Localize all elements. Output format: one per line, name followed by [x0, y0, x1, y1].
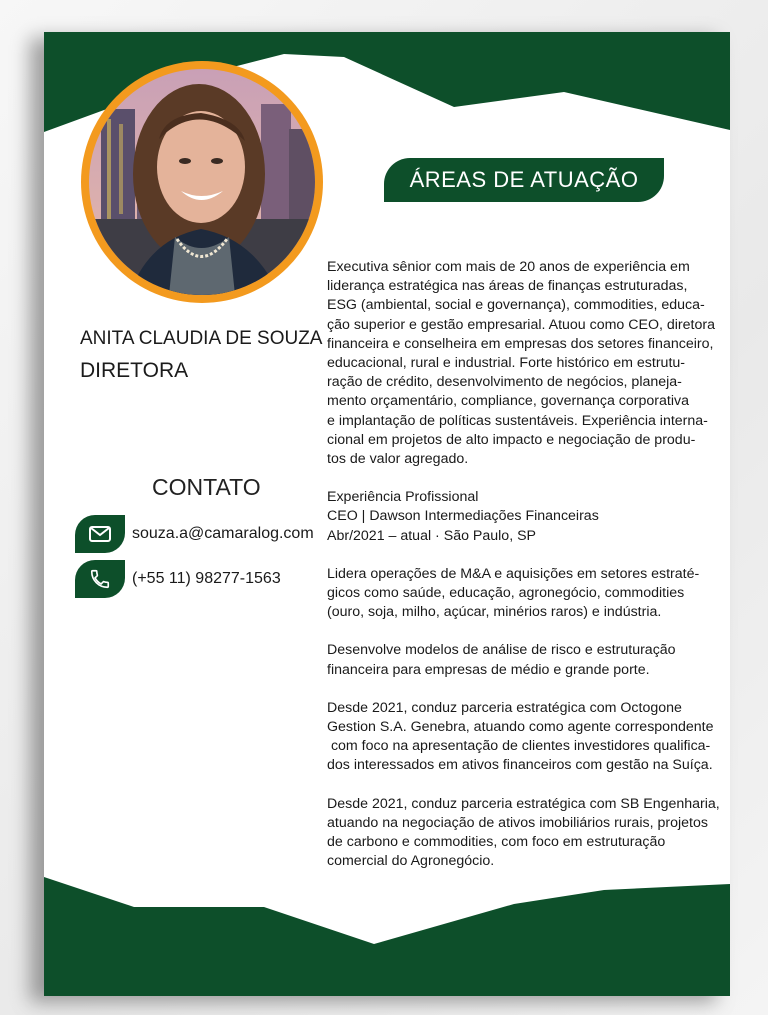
- resume-sheet: [44, 32, 730, 996]
- paragraph-line: Desde 2021, conduz parceria estratégica com SB Engenharia,: [327, 795, 720, 812]
- email-row: [75, 514, 314, 554]
- paragraph-line: comercial do Agronegócio.: [327, 853, 495, 870]
- summary-line: educacional, rural e industrial. Forte histórico em estrutu-: [327, 355, 685, 372]
- paragraph-line: financeira para empresas de médio e grande porte.: [327, 661, 650, 678]
- person-role: DIRETORA: [80, 359, 189, 382]
- paragraph-risk: [327, 641, 730, 679]
- paragraph-line: de carbono e commodities, com foco em estruturação: [327, 834, 666, 851]
- phone-number[interactable]: (+55 11) 98277-1563: [132, 570, 281, 587]
- person-name: ANITA CLAUDIA DE SOUZA: [80, 328, 323, 349]
- summary-line: cional em projetos de alto impacto e negociação de produ-: [327, 431, 696, 448]
- summary-line: ração de crédito, desenvolvimento de negócios, planeja-: [327, 374, 682, 391]
- profile-photo-frame: [81, 61, 323, 303]
- experience-position: CEO | Dawson Intermediações Financeiras: [327, 508, 599, 525]
- paragraph-line: Desenvolve modelos de análise de risco e estruturação: [327, 642, 676, 659]
- summary-paragraph: [327, 258, 730, 469]
- summary-line: e implantação de políticas sustentáveis. Experiência interna-: [327, 412, 708, 429]
- summary-line: financeira e conselheira em empresas dos setores financeiro,: [327, 335, 714, 352]
- experience-heading: Experiência Profissional: [327, 489, 479, 506]
- email-link[interactable]: souza.a@camaralog.com: [132, 525, 314, 542]
- profile-text-column: [327, 258, 730, 890]
- paragraph-line: dos interessados em ativos financeiros com gestão na Suíça.: [327, 757, 713, 774]
- paragraph-sb-engenharia: [327, 795, 730, 872]
- contact-heading: CONTATO: [152, 474, 261, 500]
- areas-heading-banner: ÁREAS DE ATUAÇÃO: [384, 158, 664, 202]
- paragraph-line: Desde 2021, conduz parceria estratégica com Octogone: [327, 699, 682, 716]
- profile-photo: [89, 69, 315, 295]
- summary-line: mento orçamentário, compliance, governança corporativa: [327, 393, 689, 410]
- phone-row: [75, 559, 281, 599]
- experience-block: [327, 488, 730, 546]
- phone-icon: [75, 560, 125, 598]
- experience-period: Abr/2021 – atual · São Paulo, SP: [327, 527, 537, 544]
- paragraph-line: gicos como saúde, educação, agronegócio, commodities: [327, 585, 685, 602]
- summary-line: liderança estratégica nas áreas de finanças estruturadas,: [327, 278, 688, 295]
- summary-line: tos de valor agregado.: [327, 451, 469, 468]
- paragraph-line: atuando na negociação de ativos imobiliários rurais, projetos: [327, 814, 708, 831]
- summary-line: ESG (ambiental, social e governança), commodities, educa-: [327, 297, 705, 314]
- paragraph-line: (ouro, soja, milho, açúcar, minérios raros) e indústria.: [327, 604, 662, 621]
- envelope-icon: [75, 515, 125, 553]
- paragraph-line: com foco na apresentação de clientes investidores qualifica-: [327, 738, 711, 755]
- paragraph-octogone: [327, 699, 730, 776]
- summary-line: Executiva sênior com mais de 20 anos de experiência em: [327, 259, 690, 275]
- summary-line: ção superior e gestão empresarial. Atuou como CEO, diretora: [327, 316, 715, 333]
- paragraph-ma: [327, 565, 730, 623]
- paragraph-line: Gestion S.A. Genebra, atuando como agente correspondente: [327, 719, 714, 736]
- paragraph-line: Lidera operações de M&A e aquisições em setores estraté-: [327, 565, 700, 582]
